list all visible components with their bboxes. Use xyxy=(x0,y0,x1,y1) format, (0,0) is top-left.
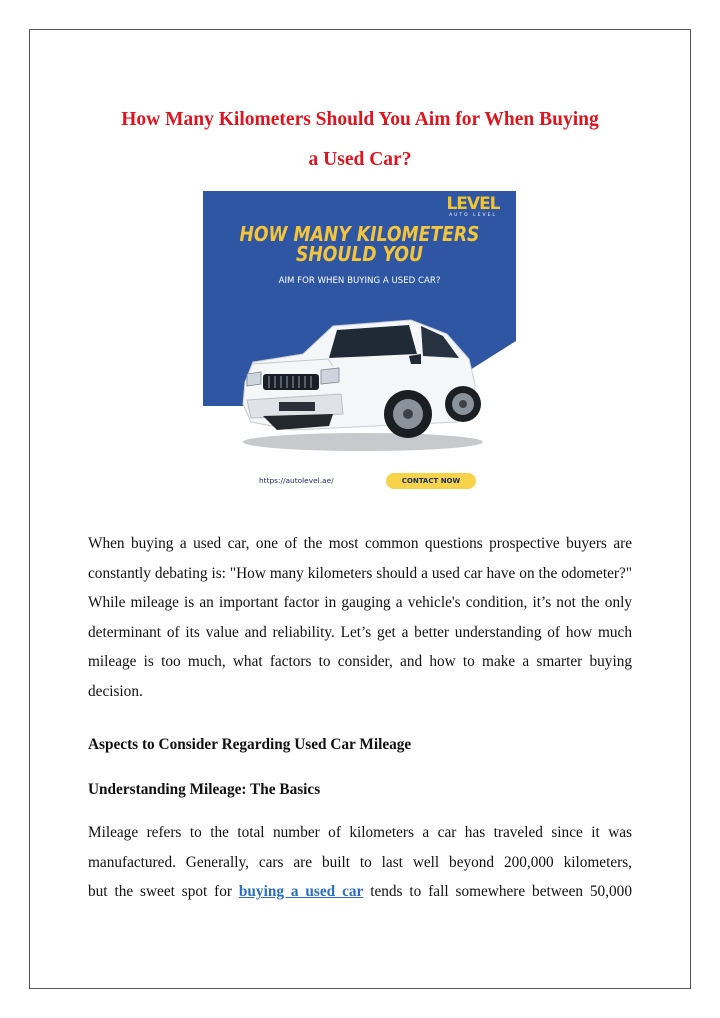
mileage-line-3-end: tends to fall somewhere between 50,000 xyxy=(363,883,632,900)
buying-used-car-link[interactable]: buying a used car xyxy=(238,883,364,900)
logo-subtext: AUTO LEVEL xyxy=(449,213,497,218)
section-heading: Aspects to Consider Regarding Used Car Mileage xyxy=(88,736,412,753)
mileage-line-1: Mileage refers to the total number of kilometers a car has traveled since it was xyxy=(88,824,632,841)
mileage-paragraph xyxy=(88,818,632,907)
contact-now-button: CONTACT NOW xyxy=(386,473,476,489)
title-line-1: How Many Kilometers Should You Aim for When Buying xyxy=(121,109,599,130)
hero-banner-image xyxy=(203,191,516,504)
subsection-heading: Understanding Mileage: The Basics xyxy=(88,781,321,798)
website-url: https://autolevel.ae/ xyxy=(259,476,334,485)
banner-headline xyxy=(225,224,494,264)
mileage-line-3-start: but the sweet spot for xyxy=(88,883,239,900)
banner-subheadline: AIM FOR WHEN BUYING A USED CAR? xyxy=(278,276,441,286)
logo-mark: LEVEL xyxy=(446,194,500,214)
document-title xyxy=(60,100,660,180)
banner-headline-line-1: HOW MANY KILOMETERS xyxy=(239,222,480,246)
mileage-line-3 xyxy=(88,877,632,907)
suv-car-image xyxy=(233,304,493,454)
title-line-2: a Used Car? xyxy=(308,149,412,170)
mileage-line-2: manufactured. Generally, cars are built to last well beyond 200,000 kilometers, xyxy=(88,853,632,871)
banner-headline-line-2: SHOULD YOU xyxy=(295,242,424,266)
brand-logo xyxy=(436,195,510,219)
intro-paragraph: When buying a used car, one of the most common questions prospective buyers are constantly debating is: "How many kilometers should a used car have on the odometer?" While mileage is an important factor in gauging a vehicle's condition, it’s not the only determinant of its value and reliability. Let’s get a better understanding of how much mileage is too much, what factors to consider, and how to make a smarter buying decision. xyxy=(88,535,632,700)
